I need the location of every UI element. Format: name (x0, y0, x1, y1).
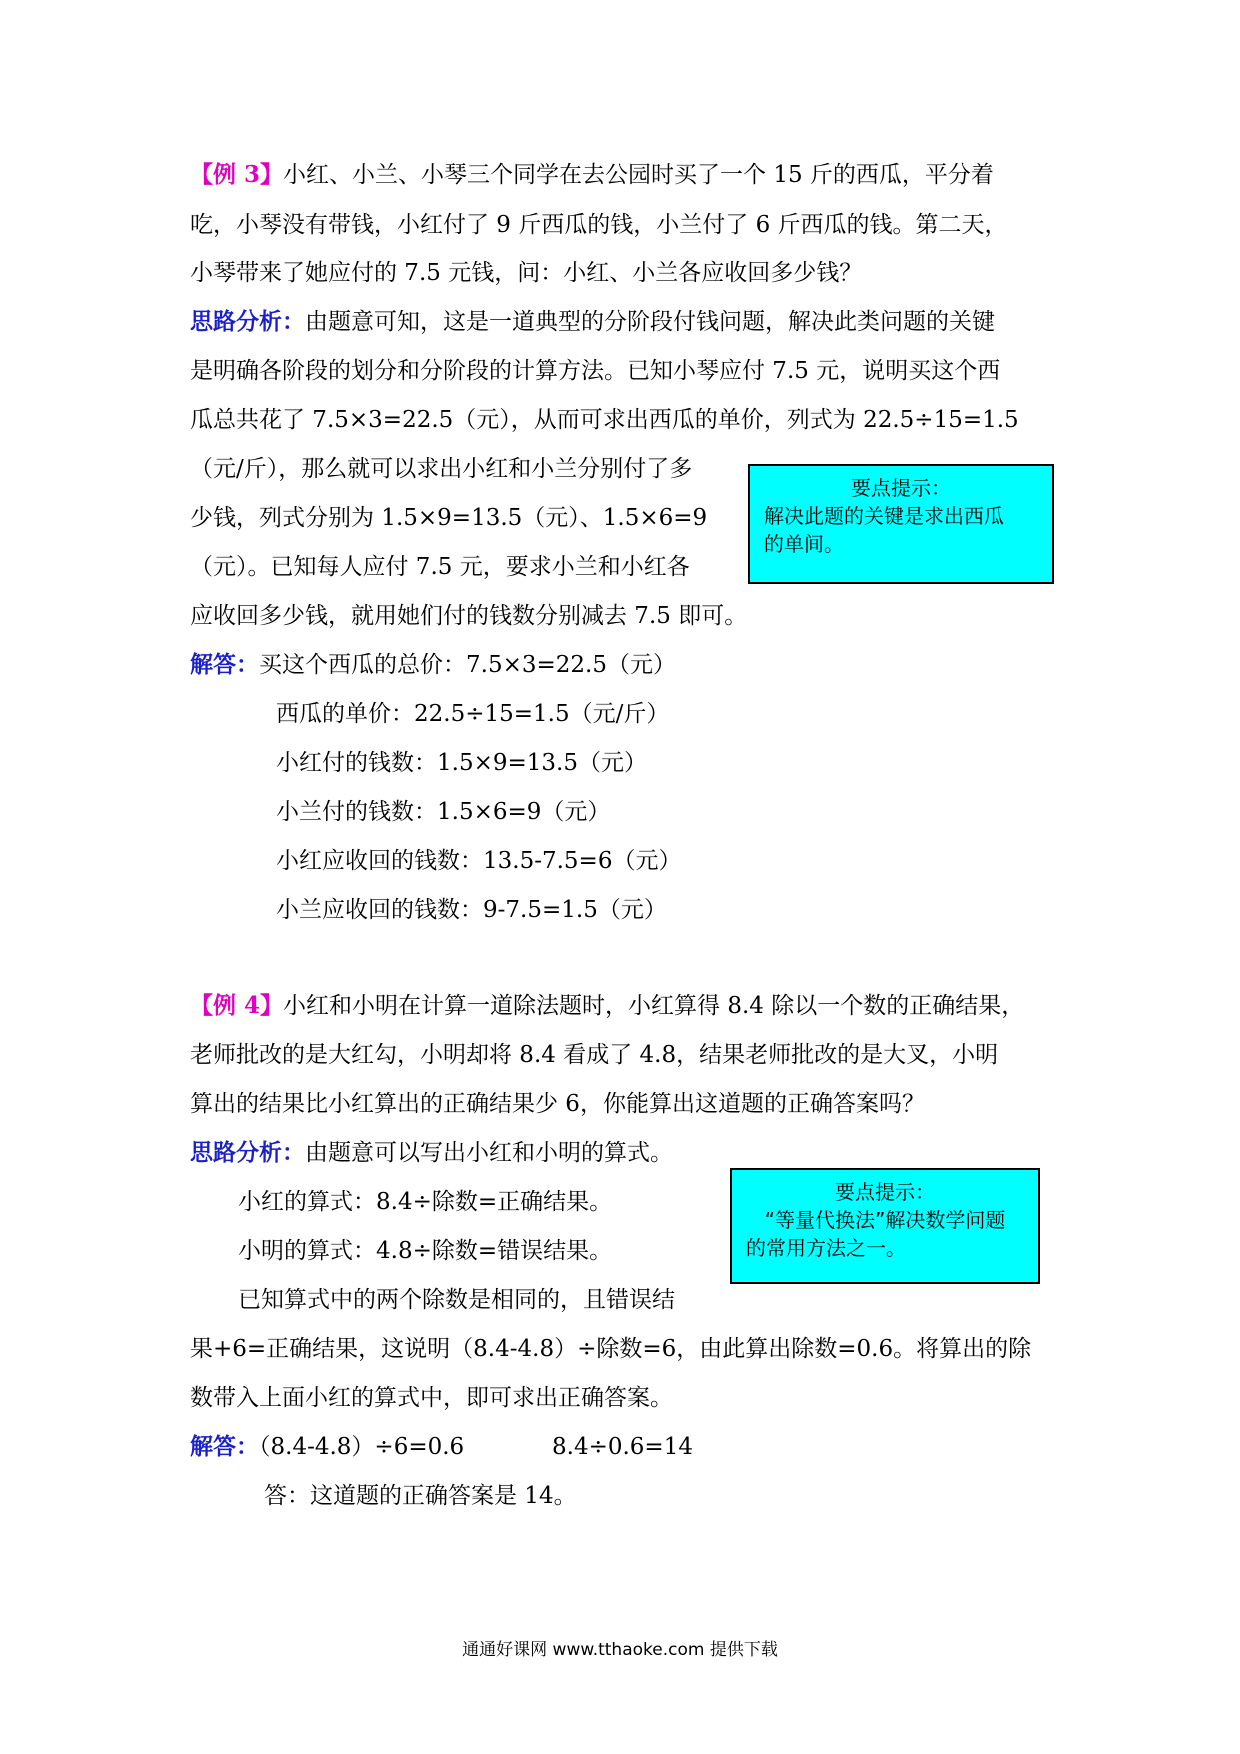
example-3-analysis-line-3: 瓜总共花了 7.5×3=22.5（元），从而可求出西瓜的单价，列式为 22.5÷15=1.5 (190, 407, 1019, 433)
example-4-answer-line-1: 解答：（8.4-4.8）÷6=0.6 (190, 1433, 465, 1460)
example-4-problem-line-2: 老师批改的是大红勾，小明却将 8.4 看成了 4.8，结果老师批改的是大叉，小明 (190, 1042, 999, 1068)
example-3-label: 【例 3】 (190, 161, 284, 188)
example-3-answer-line-5: 小红应收回的钱数：13.5-7.5=6（元） (276, 848, 682, 874)
example-3-analysis-line-7: 应收回多少钱，就用她们付的钱数分别减去 7.5 即可。 (190, 603, 748, 629)
example-4-hint-title: 要点提示： (835, 1180, 935, 1204)
example-3-answer-label: 解答： (190, 651, 259, 678)
example-3-analysis-line-5: 少钱，列式分别为 1.5×9=13.5（元）、1.5×6=9 (190, 505, 708, 531)
example-3-analysis-line-1: 思路分析：由题意可知，这是一道典型的分阶段付钱问题，解决此类问题的关键 (190, 308, 995, 335)
example-4-answer-line-2: 8.4÷0.6=14 (552, 1434, 693, 1460)
example-4-label: 【例 4】 (190, 992, 284, 1019)
example-3-answer-line-3: 小红付的钱数：1.5×9=13.5（元） (276, 750, 647, 776)
example-3-hint-line-2: 的单间。 (764, 532, 844, 556)
example-3-answer-line-1: 解答：买这个西瓜的总价：7.5×3=22.5（元） (190, 651, 676, 678)
example-4-hint-line-2: 的常用方法之一。 (746, 1236, 906, 1260)
example-4-analysis-line-5: 果+6=正确结果，这说明（8.4-4.8）÷除数=6，由此算出除数=0.6。将算出的除 (190, 1336, 1032, 1362)
example-3-analysis-line-2: 是明确各阶段的划分和分阶段的计算方法。已知小琴应付 7.5 元，说明买这个西 (190, 358, 1001, 384)
example-3-analysis-line-6: （元）。已知每人应付 7.5 元，要求小兰和小红各 (190, 554, 690, 580)
example-4-analysis-line-3: 小明的算式：4.8÷除数=错误结果。 (238, 1238, 613, 1264)
example-3-problem-line-2: 吃，小琴没有带钱，小红付了 9 斤西瓜的钱，小兰付了 6 斤西瓜的钱。第二天， (190, 212, 1008, 238)
example-4-analysis-line-1: 思路分析：由题意可以写出小红和小明的算式。 (190, 1139, 673, 1166)
example-4-problem-line-3: 算出的结果比小红算出的正确结果少 6，你能算出这道题的正确答案吗？ (190, 1091, 925, 1117)
example-4-analysis-line-6: 数带入上面小红的算式中，即可求出正确答案。 (190, 1385, 673, 1411)
example-4-analysis-label: 思路分析： (190, 1139, 305, 1166)
example-3-analysis-line-4: （元/斤），那么就可以求出小红和小兰分别付了多 (190, 456, 693, 482)
example-4-problem-line-1: 【例 4】小红和小明在计算一道除法题时，小红算得 8.4 除以一个数的正确结果， (190, 992, 1025, 1019)
example-4-answer-line-3: 答：这道题的正确答案是 14。 (264, 1483, 577, 1509)
example-3-hint-line-1: 解决此题的关键是求出西瓜 (764, 504, 1004, 528)
example-3-answer-line-4: 小兰付的钱数：1.5×6=9（元） (276, 799, 611, 825)
example-4-hint-box (730, 1168, 1040, 1284)
example-3-problem-line-3: 小琴带来了她应付的 7.5 元钱，问：小红、小兰各应收回多少钱？ (190, 260, 863, 286)
example-3-hint-box (748, 464, 1054, 584)
example-3-problem-line-1: 【例 3】小红、小兰、小琴三个同学在去公园时买了一个 15 斤的西瓜，平分着 (190, 161, 994, 188)
example-3-hint-title: 要点提示： (851, 476, 951, 500)
example-4-analysis-line-4: 已知算式中的两个除数是相同的，且错误结 (238, 1287, 675, 1313)
example-3-answer-line-2: 西瓜的单价：22.5÷15=1.5（元/斤） (276, 701, 670, 727)
example-3-answer-line-6: 小兰应收回的钱数：9-7.5=1.5（元） (276, 897, 667, 923)
example-4-analysis-line-2: 小红的算式：8.4÷除数=正确结果。 (238, 1189, 613, 1215)
page-footer: 通通好课网 www.tthaoke.com 提供下载 (462, 1640, 778, 1660)
example-4-hint-line-1: “等量代换法”解决数学问题 (764, 1208, 1006, 1232)
example-3-analysis-label: 思路分析： (190, 308, 305, 335)
example-4-answer-label: 解答： (190, 1433, 259, 1460)
